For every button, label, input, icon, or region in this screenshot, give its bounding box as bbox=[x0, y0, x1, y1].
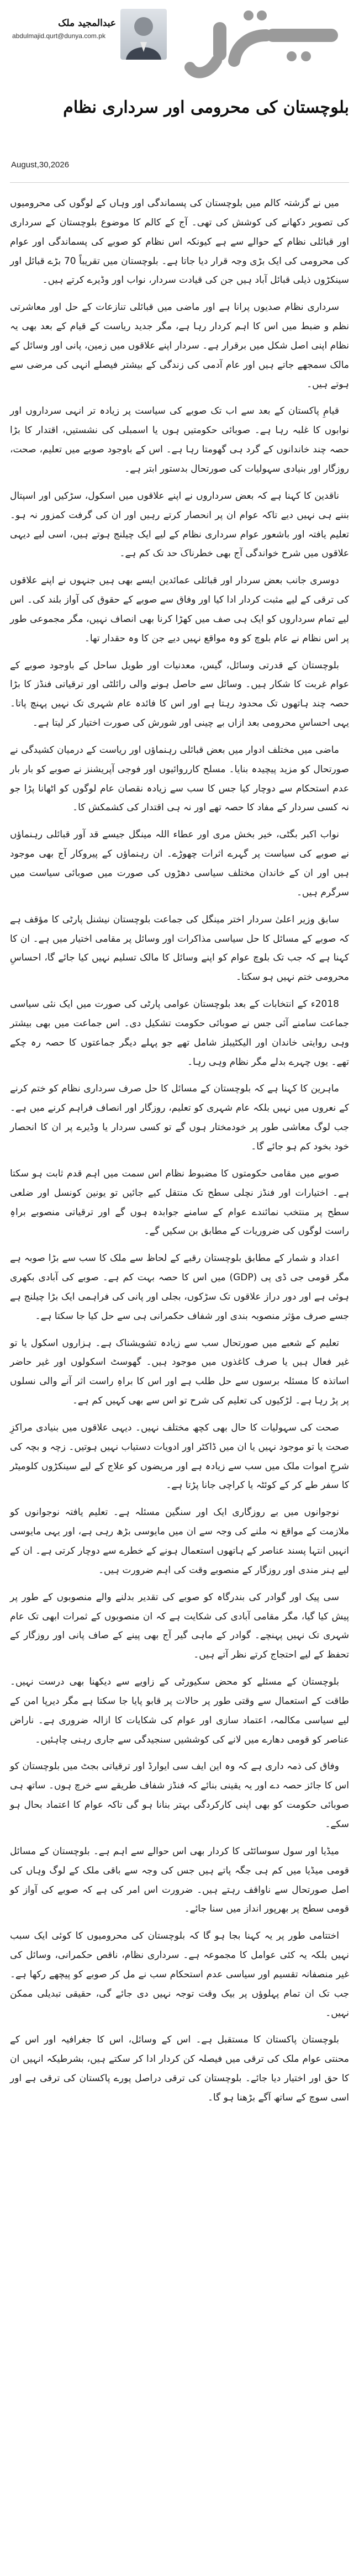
logo-stroke-upright bbox=[213, 22, 226, 61]
author-name: عبدالمجید ملک bbox=[58, 18, 116, 29]
body-paragraph: سی پیک اور گوادر کی بندرگاہ کو صوبے کی تقدیر بدلنے والے منصوبوں کے طور پر پیش کیا گیا، مگر مقامی آبادی کی شکایت ہے کہ ان منصوبوں کے ثمرات ابھی تک عام شہری تک نہیں پہنچے۔ گوادر کے ماہی گیر آج بھی پینے کے صاف پانی اور روزگار کے تحفظ کے لیے احتجاج کرتے نظر آتے ہیں۔ bbox=[10, 1591, 349, 1661]
column-header bbox=[10, 0, 349, 183]
logo-dot-2 bbox=[301, 51, 311, 61]
body-paragraph: اختتامی طور پر یہ کہنا بجا ہو گا کہ بلوچستان کی محرومیوں کا کوئی ایک سبب نہیں بلکہ یہ کئی عوامل کا مجموعہ ہے۔ سرداری نظام، ناقص حکمرانی، وسائل کی غیر منصفانہ تقسیم اور سیاسی عدم استحکام سب نے مل کر صوبے کو پیچھے رکھا ہے۔ جب تک ان تمام پہلوؤں پر بیک وقت توجہ نہیں دی جائے گی، حقیقی تبدیلی ممکن نہیں۔ bbox=[10, 1930, 349, 2019]
body-paragraph: ماہرین کا کہنا ہے کہ بلوچستان کے مسائل کا حل صرف سرداری نظام کو ختم کرنے کے نعروں میں نہیں بلکہ عام شہری کو تعلیم، روزگار اور انصاف فراہم کرنے میں ہے۔ جب لوگ معاشی طور پر خودمختار ہوں گے تو کسی سردار یا وڈیرے پر ان کا انحصار خود بخود کم ہو جائے گا۔ bbox=[10, 1083, 349, 1152]
column-body bbox=[10, 194, 349, 2108]
portrait-head bbox=[134, 17, 153, 36]
logo-stroke-main bbox=[266, 29, 338, 42]
body-paragraph: ناقدین کا کہنا ہے کہ بعض سرداروں نے اپنے علاقوں میں اسکول، سڑکیں اور اسپتال بننے ہی نہیں دیے تاکہ عوام ان پر انحصار کرتے رہیں اور ان کی گرفت کمزور نہ ہو۔ تعلیم یافتہ اور باشعور عوام سرداری نظام کے لیے ایک چیلنج ہوتے ہیں، اسی لیے دیہی علاقوں میں شرح خواندگی آج بھی خطرناک حد تک کم ہے۔ bbox=[10, 490, 349, 559]
logo-dot-4 bbox=[257, 10, 267, 20]
body-paragraph: بلوچستان پاکستان کا مستقبل ہے۔ اس کے وسائل، اس کا جغرافیہ اور اس کے محنتی عوام ملک کی ترقی میں فیصلہ کن کردار ادا کر سکتے ہیں، بشرطیکہ انہیں ان کا حق اور اختیار دیا جائے۔ بلوچستان کی ترقی دراصل پورے پاکستان کی ترقی ہے اور اسی سوچ کے ساتھ آگے بڑھنا ہو گا۔ bbox=[10, 2034, 349, 2103]
body-paragraph: دوسری جانب بعض سردار اور قبائلی عمائدین ایسے بھی ہیں جنہوں نے اپنے علاقوں کی ترقی کے لیے مثبت کردار ادا کیا اور وفاق سے صوبے کے حقوق کی آواز بلند کی۔ اس لیے تمام سرداروں کو ایک ہی صف میں کھڑا کرنا بھی انصاف نہیں، مگر مجموعی طور پر اس نظام نے عام بلوچ کو وہ مواقع نہیں دیے جن کا وہ حقدار تھا۔ bbox=[10, 575, 349, 644]
body-paragraph: ماضی میں مختلف ادوار میں بعض قبائلی رہنماؤں اور ریاست کے درمیان کشیدگی نے صورتحال کو مزید پیچیدہ بنایا۔ مسلح کارروائیوں اور فوجی آپریشنز نے صوبے کو بار بار عدم استحکام سے دوچار کیا جس کا سب سے زیادہ نقصان عام لوگوں کو اٹھانا پڑا جو نہ کسی سردار کے مفاد کا حصہ تھے اور نہ ہی اقتدار کی کشمکش کا۔ bbox=[10, 744, 349, 814]
body-paragraph: میڈیا اور سول سوسائٹی کا کردار بھی اس حوالے سے اہم ہے۔ بلوچستان کے مسائل قومی میڈیا میں کم ہی جگہ پاتے ہیں جس کی وجہ سے باقی ملک کے لوگ وہاں کی اصل صورتحال سے ناواقف رہتے ہیں۔ ضرورت اس امر کی ہے کہ صوبے کی آواز کو قومی سطح پر بھرپور انداز میں سنا جائے۔ bbox=[10, 1845, 349, 1915]
author-photo bbox=[120, 9, 167, 60]
byline-text bbox=[12, 18, 116, 40]
body-paragraph: سابق وزیر اعلیٰ سردار اختر مینگل کی جماعت بلوچستان نیشنل پارٹی کا مؤقف ہے کہ صوبے کے مسائل کا حل سیاسی مذاکرات اور وسائل پر مقامی اختیار میں ہے۔ ان کا کہنا ہے کہ جب تک بلوچ عوام کو اپنے وسائل کا مالک تسلیم نہیں کیا جائے گا، احساسِ محرومی ختم نہیں ہو سکتا۔ bbox=[10, 914, 349, 983]
logo-dot-3 bbox=[244, 10, 254, 20]
body-paragraph: وفاق کی ذمہ داری ہے کہ وہ این ایف سی ایوارڈ اور ترقیاتی بجٹ میں بلوچستان کو اس کا جائز حصہ دے اور یہ یقینی بنائے کہ فنڈز شفاف طریقے سے خرچ ہوں۔ ساتھ ہی صوبائی حکومت کو بھی اپنی کارکردگی بہتر بنانا ہو گی تاکہ عوام کا اعتماد بحال ہو سکے۔ bbox=[10, 1761, 349, 1830]
body-paragraph: نوجوانوں میں بے روزگاری ایک اور سنگین مسئلہ ہے۔ تعلیم یافتہ نوجوانوں کو ملازمت کے مواقع نہ ملنے کی وجہ سے ان میں مایوسی بڑھ رہی ہے، اور یہی مایوسی انہیں انتہا پسند عناصر کے ہاتھوں استعمال ہونے کے خطرے سے دوچار کرتی ہے۔ ان کے لیے ہنر مندی اور روزگار کے منصوبے وقت کی اہم ضرورت ہیں۔ bbox=[10, 1507, 349, 1576]
body-paragraph: قیامِ پاکستان کے بعد سے اب تک صوبے کی سیاست پر زیادہ تر انہی سرداروں اور نوابوں کا غلبہ رہا ہے۔ صوبائی حکومتیں ہوں یا اسمبلی کی نشستیں، اقتدار کا بڑا حصہ چند خاندانوں کے گرد ہی گھومتا رہا ہے۔ اس کے باوجود صوبے میں تعلیم، صحت، روزگار اور بنیادی سہولیات کی صورتحال بدستور ابتر ہے۔ bbox=[10, 405, 349, 474]
body-paragraph: بلوچستان کے قدرتی وسائل، گیس، معدنیات اور طویل ساحل کے باوجود صوبے کے عوام غربت کا شکار ہیں۔ وسائل سے حاصل ہونے والی رائلٹی اور ترقیاتی فنڈز کا بڑا حصہ چند ہاتھوں تک محدود رہتا ہے اور اس کا فائدہ عام شہری تک نہیں پہنچ پاتا۔ یہی احساسِ محرومی بعد ازاں بے چینی اور شورش کی صورت اختیار کر لیتا ہے۔ bbox=[10, 659, 349, 729]
dunya-newspaper-logo bbox=[183, 3, 349, 86]
body-paragraph: تعلیم کے شعبے میں صورتحال سب سے زیادہ تشویشناک ہے۔ ہزاروں اسکول یا تو غیر فعال ہیں یا صرف کاغذوں میں موجود ہیں۔ گھوسٹ اسکولوں اور غیر حاضر اساتذہ کا مسئلہ برسوں سے حل طلب ہے اور اس کا براہِ راست اثر آنے والی نسلوں پر پڑ رہا ہے۔ لڑکیوں کی تعلیم کی شرح تو اس سے بھی کہیں کم ہے۔ bbox=[10, 1337, 349, 1407]
body-paragraph: نواب اکبر بگٹی، خیر بخش مری اور عطاء اللہ مینگل جیسے قد آور قبائلی رہنماؤں نے صوبے کی سیاست پر گہرے اثرات چھوڑے۔ ان رہنماؤں کے پیروکار آج بھی موجود ہیں اور ان کے خاندان مختلف سیاسی دھڑوں کی صورت میں صوبائی سیاست میں سرگرم ہیں۔ bbox=[10, 829, 349, 898]
body-paragraph: سرداری نظام صدیوں پرانا ہے اور ماضی میں قبائلی تنازعات کے حل اور معاشرتی نظم و ضبط میں اس کا اہم کردار رہا ہے، مگر جدید ریاست کے قیام کے بعد بھی یہ نظام اپنی اصل شکل میں برقرار ہے۔ سردار اپنے علاقوں میں زمین، پانی اور وسائل کے مالک سمجھے جاتے ہیں اور عام آدمی کی زندگی کے بیشتر فیصلے انہی کی مرضی سے ہوتے ہیں۔ bbox=[10, 302, 349, 390]
logo-stroke-curve bbox=[234, 35, 266, 61]
author-byline bbox=[12, 8, 178, 61]
body-paragraph: 2018ء کے انتخابات کے بعد بلوچستان عوامی پارٹی کی صورت میں ایک نئی سیاسی جماعت سامنے آئی جس نے صوبائی حکومت تشکیل دی۔ اس جماعت میں بھی بیشتر وہی روایتی خاندان اور الیکٹیبلز شامل تھے جو پہلے دیگر جماعتوں کا حصہ رہ چکے تھے۔ یوں چہرے بدلے مگر نظام وہی رہا۔ bbox=[10, 999, 349, 1068]
body-paragraph: صوبے میں مقامی حکومتوں کا مضبوط نظام اس سمت میں اہم قدم ثابت ہو سکتا ہے۔ اختیارات اور فنڈز نچلی سطح تک منتقل کیے جائیں تو یونین کونسل اور ضلعی سطح پر منتخب نمائندے عوام کے سامنے جوابدہ ہوں گے اور ترقیاتی منصوبے براہِ راست لوگوں کی ضروریات کے مطابق بن سکیں گے۔ bbox=[10, 1168, 349, 1237]
logo-stroke-tail bbox=[190, 61, 217, 73]
logo-dot-1 bbox=[287, 51, 297, 61]
dunya-logo-graphic bbox=[183, 3, 349, 86]
publish-date: August,30,2026 bbox=[11, 160, 70, 170]
body-paragraph: میں نے گزشتہ کالم میں بلوچستان کی پسماندگی اور وہاں کے لوگوں کی محرومیوں کی تصویر دکھانے کی کوشش کی تھی۔ آج کے کالم کا موضوع بلوچستان کے سرداری اور قبائلی نظام کے حوالے سے ہے کیونکہ اس نظام کو صوبے کی پسماندگی اور عوام کی محرومی کی ایک بڑی وجہ قرار دیا جاتا ہے۔ بلوچستان میں تقریباً 70 بڑے قبائل اور سینکڑوں ذیلی قبائل آباد ہیں جن کی قیادت سردار، نواب اور وڈیرے کرتے ہیں۔ bbox=[10, 198, 349, 286]
body-paragraph: صحت کی سہولیات کا حال بھی کچھ مختلف نہیں۔ دیہی علاقوں میں بنیادی مراکزِ صحت یا تو موجود نہیں یا ان میں ڈاکٹر اور ادویات دستیاب نہیں ہوتیں۔ زچہ و بچہ کی شرحِ اموات ملک میں سب سے زیادہ ہے اور مریضوں کو علاج کے لیے سینکڑوں کلومیٹر کا سفر طے کر کے کوئٹہ یا کراچی جانا پڑتا ہے۔ bbox=[9, 1422, 349, 1491]
body-paragraph: اعداد و شمار کے مطابق بلوچستان رقبے کے لحاظ سے ملک کا سب سے بڑا صوبہ ہے مگر قومی جی ڈی پی (GDP) میں اس کا حصہ بہت کم ہے۔ صوبے کی آبادی بکھری ہوئی ہے اور دور دراز علاقوں تک سڑکوں، بجلی اور پانی کی فراہمی ایک بڑا چیلنج ہے جسے صرف مؤثر منصوبہ بندی اور شفاف حکمرانی ہی سے حل کیا جا سکتا ہے۔ bbox=[10, 1253, 349, 1322]
body-paragraph: بلوچستان کے مسئلے کو محض سکیورٹی کے زاویے سے دیکھنا بھی درست نہیں۔ طاقت کے استعمال سے وقتی طور پر حالات پر قابو پایا جا سکتا ہے مگر دیرپا امن کے لیے سیاسی مکالمہ، اعتماد سازی اور عوام کی شکایات کا ازالہ ضروری ہے۔ ناراض عناصر کو قومی دھارے میں لانے کی کوششیں سنجیدگی سے جاری رہنی چاہئیں۔ bbox=[10, 1676, 349, 1745]
author-portrait-icon bbox=[120, 9, 167, 60]
author-email[interactable]: abdulmajid.qurt@dunya.com.pk bbox=[12, 32, 105, 40]
column-headline: بلوچستان کی محرومی اور سرداری نظام bbox=[63, 98, 349, 117]
